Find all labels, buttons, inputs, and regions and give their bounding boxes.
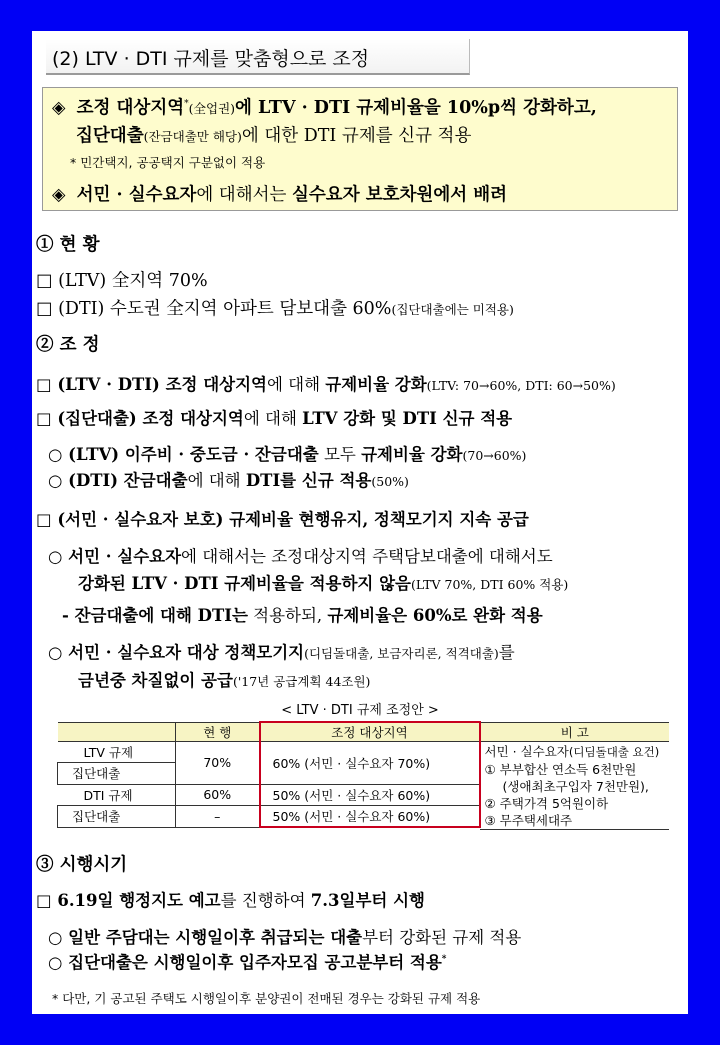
schedule-sub-1: ○ 일반 주담대는 시행일이후 취급되는 대출부터 강화된 규제 적용	[48, 928, 522, 947]
table-header-empty	[58, 722, 176, 742]
row-label-ltv-group: 집단대출	[58, 763, 176, 784]
adjust-heading: ② 조 정	[36, 335, 100, 355]
table-row	[58, 742, 670, 763]
note-item-3: ③ 무주택세대주	[484, 813, 573, 828]
cell-note	[480, 742, 670, 830]
cell-dti-adjusted: 50% (서민 · 실수요자 60%)	[260, 784, 480, 805]
note-head: 서민 · 실수요자(디딤돌대출 요건)	[484, 744, 660, 759]
cell-dti-group-adjusted: 50% (서민 · 실수요자 60%)	[260, 805, 480, 827]
schedule-sub-2: ○ 집단대출은 시행일이후 입주자모집 공고분부터 적용*	[48, 953, 447, 972]
adjust-item-1: □ (LTV · DTI) 조정 대상지역에 대해 규제비율 강화(LTV: 70→60%, DTI: 60→50%)	[36, 375, 616, 394]
note-item-1: ① 부부합산 연소득 6천만원	[484, 762, 637, 777]
adjust-item-3-sub1c: - 잔금대출에 대해 DTI는 적용하되, 규제비율은 60%로 완화 적용	[62, 606, 543, 625]
adjust-item-3: □ (서민 · 실수요자 보호) 규제비율 현행유지, 정책모기지 지속 공급	[36, 510, 529, 529]
document-page	[32, 31, 688, 1014]
summary-line-3: ◈ 서민 · 실수요자에 대해서는 실수요자 보호차원에서 배려	[52, 185, 508, 205]
section-title	[46, 39, 470, 75]
schedule-note: * 다만, 기 공고된 주택도 시행일이후 분양권이 전매된 경우는 강화된 규제 적용	[52, 991, 481, 1006]
table-header-note: 비 고	[480, 722, 670, 742]
table-spacer	[58, 827, 480, 829]
cell-dti-current: 60%	[176, 784, 260, 805]
schedule-item-1: □ 6.19일 행정지도 예고를 진행하여 7.3일부터 시행	[36, 891, 425, 910]
note-item-1b: (생애최초구입자 7천만원),	[502, 779, 649, 794]
summary-line-2: 집단대출(잔금대출만 해당)에 대한 DTI 규제를 신규 적용	[76, 126, 472, 146]
section-title-text: (2) LTV · DTI 규제를 맞춤형으로 조정	[52, 48, 370, 70]
adjust-item-2-ltv: ○ (LTV) 이주비 · 중도금 · 잔금대출 모두 규제비율 강화(70→60%)	[48, 445, 527, 464]
row-label-dti: DTI 규제	[58, 784, 176, 805]
table-header-row	[58, 722, 670, 742]
adjust-item-2: □ (집단대출) 조정 대상지역에 대해 LTV 강화 및 DTI 신규 적용	[36, 409, 513, 428]
table-caption: < LTV · DTI 규제 조정안 >	[281, 703, 439, 718]
schedule-heading: ③ 시행시기	[36, 855, 128, 875]
status-dti: □ (DTI) 수도권 全지역 아파트 담보대출 60%(집단대출에는 미적용)	[36, 299, 514, 319]
adjust-item-3-sub2a: ○ 서민 · 실수요자 대상 정책모기지(디딤돌대출, 보금자리론, 적격대출)를	[48, 643, 515, 662]
adjust-item-3-sub1a: ○ 서민 · 실수요자에 대해서는 조정대상지역 주택담보대출에 대해서도	[48, 547, 553, 566]
status-heading: ① 현 황	[36, 235, 100, 255]
cell-ltv-current: 70%	[176, 742, 260, 785]
summary-note: * 민간택지, 공공택지 구분없이 적용	[70, 155, 266, 170]
row-label-ltv: LTV 규제	[58, 742, 176, 763]
summary-line-1: ◈ 조정 대상지역*(全업권)에 LTV · DTI 규제비율을 10%p씩 강화하고,	[52, 98, 597, 118]
cell-dti-group-current: –	[176, 805, 260, 827]
status-ltv: □ (LTV) 全지역 70%	[36, 271, 208, 291]
table-header-adjusted: 조정 대상지역	[260, 722, 480, 742]
adjust-item-3-sub1b: 강화된 LTV · DTI 규제비율을 적용하지 않음(LTV 70%, DTI 60% 적용)	[78, 574, 569, 593]
row-label-dti-group: 집단대출	[58, 805, 176, 827]
note-item-2: ② 주택가격 5억원이하	[484, 796, 609, 811]
cell-ltv-adjusted: 60% (서민 · 실수요자 70%)	[260, 742, 480, 785]
table-header-current: 현 행	[176, 722, 260, 742]
adjust-item-3-sub2b: 금년중 차질없이 공급('17년 공급계획 44조원)	[78, 671, 371, 690]
adjustment-table	[57, 721, 669, 830]
adjust-item-2-dti: ○ (DTI) 잔금대출에 대해 DTI를 신규 적용(50%)	[48, 471, 409, 490]
